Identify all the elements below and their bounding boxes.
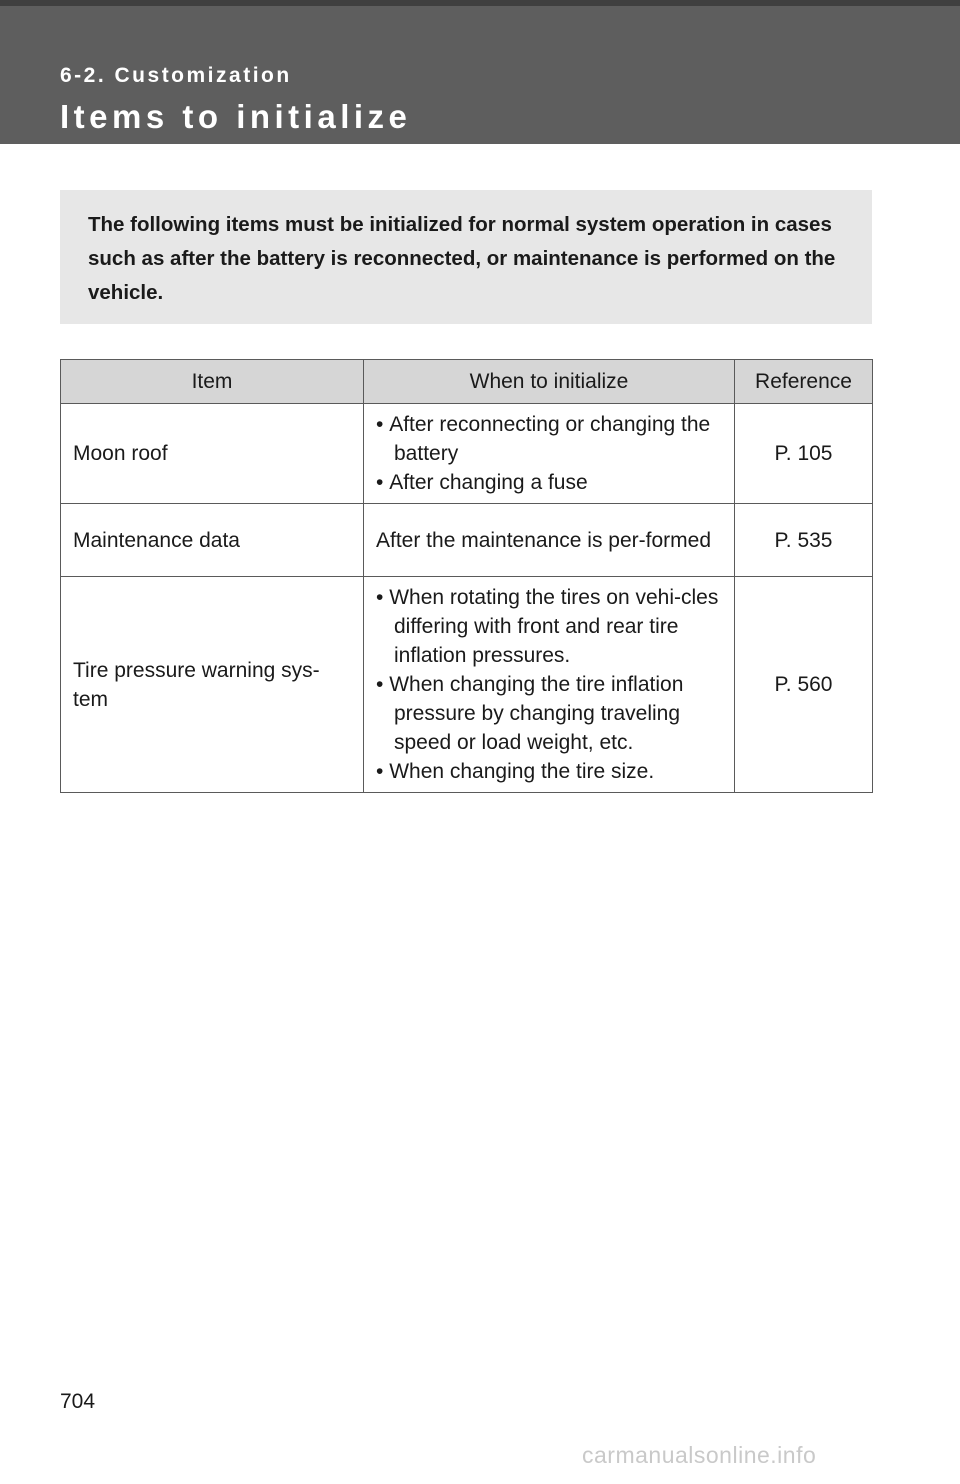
table-row	[61, 504, 873, 577]
table-row	[61, 404, 873, 504]
cell-item	[61, 577, 364, 793]
bullet-item: • When changing the tire size.	[376, 757, 722, 786]
page-header	[0, 0, 960, 144]
reference-link: P. 535	[774, 528, 833, 552]
item-name: Tire pressure warning sys-tem	[73, 658, 320, 711]
bullet-list	[376, 410, 722, 497]
table-header-row	[61, 360, 873, 404]
cell-when	[364, 404, 735, 504]
cell-item	[61, 404, 364, 504]
cell-when	[364, 504, 735, 577]
reference-link: P. 105	[774, 442, 833, 465]
cell-when	[364, 577, 735, 793]
item-name: Maintenance data	[73, 528, 240, 552]
section-label: 6-2. Customization	[60, 64, 292, 87]
initialize-table	[60, 359, 873, 793]
column-header-when: When to initialize	[364, 360, 735, 404]
watermark: carmanualsonline.info	[582, 1442, 817, 1468]
when-text: After the maintenance is per-formed	[376, 528, 711, 552]
bullet-list	[376, 583, 722, 786]
column-header-reference: Reference	[735, 360, 873, 404]
cell-reference	[735, 577, 873, 793]
cell-reference	[735, 504, 873, 577]
cell-reference	[735, 404, 873, 504]
cell-item	[61, 504, 364, 577]
intro-text: The following items must be initialized for normal system operation in cases such as after the battery is reconnected, or maintenance is performed on the vehicle.	[88, 213, 836, 304]
item-name: Moon roof	[73, 442, 168, 465]
reference-link: P. 560	[774, 673, 833, 696]
column-header-item: Item	[61, 360, 364, 404]
bullet-item: • When rotating the tires on vehi-cles differing with front and rear tire inflation pressures.	[376, 583, 722, 670]
bullet-item: • When changing the tire inflation pressure by changing traveling speed or load weight, etc.	[376, 670, 722, 757]
bullet-item: • After reconnecting or changing the battery	[376, 410, 722, 468]
page-number: 704	[60, 1390, 96, 1413]
table-row	[61, 577, 873, 793]
page-title: Items to initialize	[60, 98, 412, 135]
intro-box	[60, 190, 872, 324]
bullet-item: • After changing a fuse	[376, 468, 722, 497]
